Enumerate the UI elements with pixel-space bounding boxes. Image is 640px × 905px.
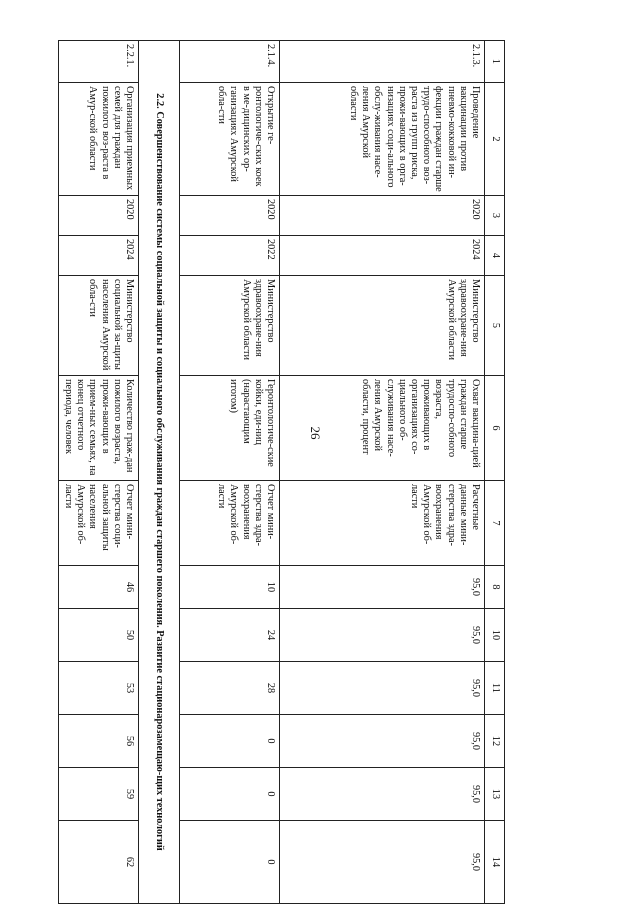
- header-cell: 8: [485, 566, 505, 609]
- header-cell: 1: [485, 41, 505, 83]
- value-cell: 95,0: [280, 662, 485, 715]
- section-heading: 2.2. Совершенствование системы социальной защиты и социального обслуживания граждан старшего поколения. Развитие стационарозамещаю-щих технологий: [139, 41, 180, 904]
- value-cell: 28: [180, 662, 280, 715]
- item-number: 2.2.1.: [58, 41, 138, 83]
- value-cell: 24: [180, 609, 280, 662]
- value-cell: 95,0: [280, 566, 485, 609]
- data-source: Отчет мини-стерства здра-воохранения Амурской об-ласти: [180, 481, 280, 566]
- activity-name: Открытие ге-ронтологиче-ских коек в ме-дицинских ор-ганизациях Амурской обла-сти: [180, 83, 280, 196]
- value-cell: 53: [58, 662, 138, 715]
- table-row: [280, 41, 485, 904]
- program-activities-table: [58, 40, 505, 904]
- item-number: 2.1.4.: [180, 41, 280, 83]
- value-cell: 0: [180, 768, 280, 821]
- data-source: Расчетные данные мини-стерства здра-воохранения Амурской об-ласти: [280, 481, 485, 566]
- header-cell: 6: [485, 376, 505, 481]
- value-cell: 0: [180, 821, 280, 904]
- value-cell: 56: [58, 715, 138, 768]
- item-number: 2.1.3.: [280, 41, 485, 83]
- end-year: 2024: [58, 236, 138, 276]
- value-cell: 0: [180, 715, 280, 768]
- header-cell: 12: [485, 715, 505, 768]
- indicator-name: Охват вакцина-цией граждан старше трудоспо-собного возраста, проживающих в организациях со-циального об-служивания насе-ления Амурской области, процент: [280, 376, 485, 481]
- value-cell: 95,0: [280, 609, 485, 662]
- responsible-executor: Министерство здравоохране-ния Амурской области: [180, 276, 280, 376]
- value-cell: 10: [180, 566, 280, 609]
- indicator-name: Геронтологиче-ские койки, еди-ниц (нарастающим итогом): [180, 376, 280, 481]
- value-cell: 95,0: [280, 768, 485, 821]
- start-year: 2020: [180, 196, 280, 236]
- indicator-name: Количество граж-дан пожилого возраста, прожи-вающих в прием-ных семьях, на конец отчетного периода, человек: [58, 376, 138, 481]
- end-year: 2022: [180, 236, 280, 276]
- responsible-executor: Министерство здравоохране-ния Амурской области: [280, 276, 485, 376]
- header-row: [485, 41, 505, 904]
- activity-name: Проведение вакцинации против пневмо-кокковой ин-фекции граждан старше трудо-способного воз-раста из групп риска, прожи-вающих в орга-низациях соци-ального обслу-живания насе-ления Амурской области: [280, 83, 485, 196]
- end-year: 2024: [280, 236, 485, 276]
- rotated-table-wrapper: [62, 40, 505, 872]
- responsible-executor: Министерство социальной за-щиты населения Амурской обла-сти: [58, 276, 138, 376]
- header-cell: 5: [485, 276, 505, 376]
- header-cell: 2: [485, 83, 505, 196]
- header-cell: 3: [485, 196, 505, 236]
- section-row: [139, 41, 180, 904]
- start-year: 2020: [280, 196, 485, 236]
- value-cell: 59: [58, 768, 138, 821]
- value-cell: 50: [58, 609, 138, 662]
- header-cell: 14: [485, 821, 505, 904]
- document-table-area: [62, 40, 505, 872]
- value-cell: 62: [58, 821, 138, 904]
- page-number: 26: [308, 426, 323, 440]
- value-cell: 95,0: [280, 821, 485, 904]
- data-source: Отчет мини-стерства соци-альной защиты населения Амурской об-ласти: [58, 481, 138, 566]
- header-cell: 11: [485, 662, 505, 715]
- value-cell: 46: [58, 566, 138, 609]
- header-cell: 13: [485, 768, 505, 821]
- start-year: 2020: [58, 196, 138, 236]
- header-cell: 7: [485, 481, 505, 566]
- value-cell: 95,0: [280, 715, 485, 768]
- table-row: [180, 41, 280, 904]
- table-row: [58, 41, 138, 904]
- activity-name: Организация приемных семей для граждан пожилого воз-раста в Амур-ской области: [58, 83, 138, 196]
- header-cell: 10: [485, 609, 505, 662]
- header-cell: 4: [485, 236, 505, 276]
